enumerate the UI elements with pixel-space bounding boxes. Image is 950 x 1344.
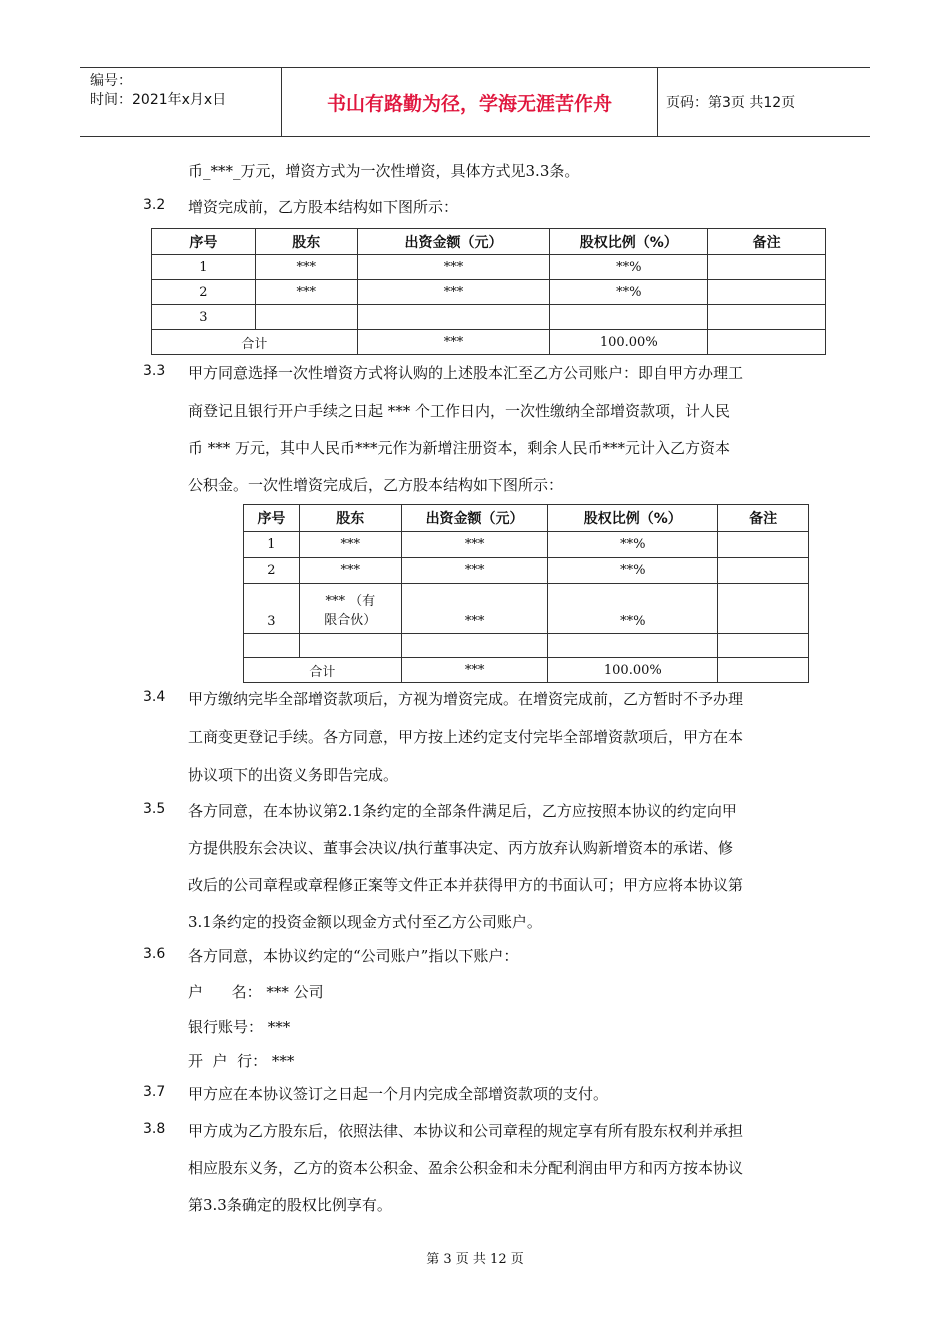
clause-number-3-6: 3.6 <box>143 946 166 962</box>
clause-3-7-text: 甲方应在本协议签订之日起一个月内完成全部增资款项的支付。 <box>188 1085 609 1103</box>
table-cell: 1 <box>244 532 300 558</box>
table-header: 序号 <box>244 505 300 532</box>
clause-number-3-3: 3.3 <box>143 363 166 379</box>
table-header-row <box>244 505 809 532</box>
clause-3-3-line: 商登记且银行开户手续之日起 *** 个工作日内，一次性缴纳全部增资款项，计人民 <box>188 402 731 420</box>
total-label: 合计 <box>152 330 358 355</box>
clause-3-3-line: 甲方同意选择一次性增资方式将认购的上述股本汇至乙方公司账户：即自甲方办理工 <box>188 364 744 382</box>
table-row <box>152 255 826 280</box>
account-number: 银行账号： *** <box>188 1018 291 1036</box>
table-cell: *** <box>255 255 357 280</box>
table-cell: 2 <box>244 558 300 584</box>
table-header: 股东 <box>299 505 401 532</box>
table-row <box>152 280 826 305</box>
holder-line-1: *** （有 <box>299 584 401 609</box>
table-cell: **% <box>550 255 708 280</box>
table-cell: 1 <box>152 255 256 280</box>
clause-3-8-line: 相应股东义务，乙方的资本公积金、盈余公积金和未分配利润由甲方和丙方按本协议 <box>188 1159 744 1177</box>
table-row <box>244 634 809 658</box>
clause-3-5-line: 方提供股东会决议、董事会决议/执行董事决定、丙方放弃认购新增资本的承诺、修 <box>188 839 734 857</box>
table-cell <box>357 305 550 330</box>
table-cell: *** <box>299 532 401 558</box>
header-meta <box>80 68 282 136</box>
table-cell <box>550 305 708 330</box>
table-cell: 3 <box>244 584 300 634</box>
table-row <box>244 584 809 609</box>
page-header <box>80 67 870 137</box>
clause-3-5-line: 3.1条约定的投资金额以现金方式付至乙方公司账户。 <box>188 913 542 931</box>
table-total-row <box>152 330 826 355</box>
table-cell <box>708 305 826 330</box>
table-cell <box>708 280 826 305</box>
table-cell: *** <box>357 330 550 355</box>
table-cell: 2 <box>152 280 256 305</box>
table-cell: *** <box>401 532 548 558</box>
table-cell <box>548 634 718 658</box>
table-row <box>244 532 809 558</box>
table-cell <box>401 634 548 658</box>
account-bank: 开 户 行： *** <box>188 1052 295 1070</box>
table-header: 出资金额（元） <box>357 229 550 255</box>
clause-number-3-4: 3.4 <box>143 689 166 705</box>
clause-3-4-line: 甲方缴纳完毕全部增资款项后，方视为增资完成。在增资完成前，乙方暂时不予办理 <box>188 690 744 708</box>
total-label: 合计 <box>244 658 402 683</box>
table-cell: *** <box>357 255 550 280</box>
clause-3-3-line: 公积金。一次性增资完成后，乙方股本结构如下图所示： <box>188 476 564 494</box>
table-cell: 100.00% <box>550 330 708 355</box>
table-row <box>152 305 826 330</box>
table-cell <box>299 634 401 658</box>
clause-3-5-line: 各方同意，在本协议第2.1条约定的全部条件满足后，乙方应按照本协议的约定向甲 <box>188 802 737 820</box>
table-cell: *** <box>255 280 357 305</box>
clause-3-3-line: 币 *** 万元，其中人民币***元作为新增注册资本，剩余人民币***元计入乙方资本 <box>188 439 731 457</box>
table-cell: *** <box>401 584 548 634</box>
holder-line-2: 限合伙） <box>299 609 401 634</box>
table-header: 备注 <box>708 229 826 255</box>
header-page-number: 页码：第3页 共12页 <box>666 95 796 111</box>
table-cell: **% <box>548 584 718 634</box>
header-motto: 书山有路勤为径，学海无涯苦作舟 <box>282 68 658 136</box>
clause-3-4-line: 工商变更登记手续。各方同意，甲方按上述约定支付完毕全部增资款项后，甲方在本 <box>188 728 744 746</box>
table-header: 备注 <box>718 505 809 532</box>
table-header: 股东 <box>255 229 357 255</box>
table-cell: **% <box>548 532 718 558</box>
clause-number-3-5: 3.5 <box>143 801 166 817</box>
table-cell: 100.00% <box>548 658 718 683</box>
table-cell <box>718 558 809 584</box>
table-cell: *** <box>401 558 548 584</box>
table-cell: 3 <box>152 305 256 330</box>
share-structure-table-before <box>151 228 826 355</box>
table-header-row <box>152 229 826 255</box>
table-cell <box>718 532 809 558</box>
table-total-row <box>244 658 809 683</box>
table-cell <box>718 584 809 634</box>
clause-number-3-2: 3.2 <box>143 197 166 213</box>
table-header: 股权比例（%） <box>550 229 708 255</box>
clause-3-6-line: 各方同意，本协议约定的“公司账户”指以下账户： <box>188 947 519 965</box>
clause-3-8-line: 甲方成为乙方股东后，依照法律、本协议和公司章程的规定享有所有股东权利并承担 <box>188 1122 744 1140</box>
table-cell: **% <box>550 280 708 305</box>
share-structure-table-after <box>243 504 809 683</box>
clause-number-3-8: 3.8 <box>143 1121 166 1137</box>
clause-number-3-7: 3.7 <box>143 1084 166 1100</box>
table-cell <box>718 658 809 683</box>
table-cell: *** <box>299 558 401 584</box>
table-cell: *** <box>357 280 550 305</box>
table-cell <box>244 634 300 658</box>
code-label: 编号： <box>90 73 132 89</box>
page-footer: 第 3 页 共 12 页 <box>426 1252 524 1267</box>
clause-3-8-line: 第3.3条确定的股权比例享有。 <box>188 1196 392 1214</box>
clause-3-5-line: 改后的公司章程或章程修正案等文件正本并获得甲方的书面认可；甲方应将本协议第 <box>188 876 744 894</box>
table-cell <box>708 255 826 280</box>
table-row <box>244 558 809 584</box>
clause-3-4-line: 协议项下的出资义务即告完成。 <box>188 766 399 784</box>
table-header: 股权比例（%） <box>548 505 718 532</box>
intro-line: 币_***_万元，增资方式为一次性增资，具体方式见3.3条。 <box>188 162 580 180</box>
account-name: 户 名： *** 公司 <box>188 983 324 1001</box>
clause-3-2-text: 增资完成前，乙方股本结构如下图所示： <box>188 198 459 216</box>
table-cell <box>718 634 809 658</box>
table-header: 出资金额（元） <box>401 505 548 532</box>
table-header: 序号 <box>152 229 256 255</box>
table-cell: **% <box>548 558 718 584</box>
time-label: 时间：2021年x月x日 <box>90 92 227 108</box>
table-cell <box>255 305 357 330</box>
table-cell <box>708 330 826 355</box>
table-cell: *** <box>401 658 548 683</box>
